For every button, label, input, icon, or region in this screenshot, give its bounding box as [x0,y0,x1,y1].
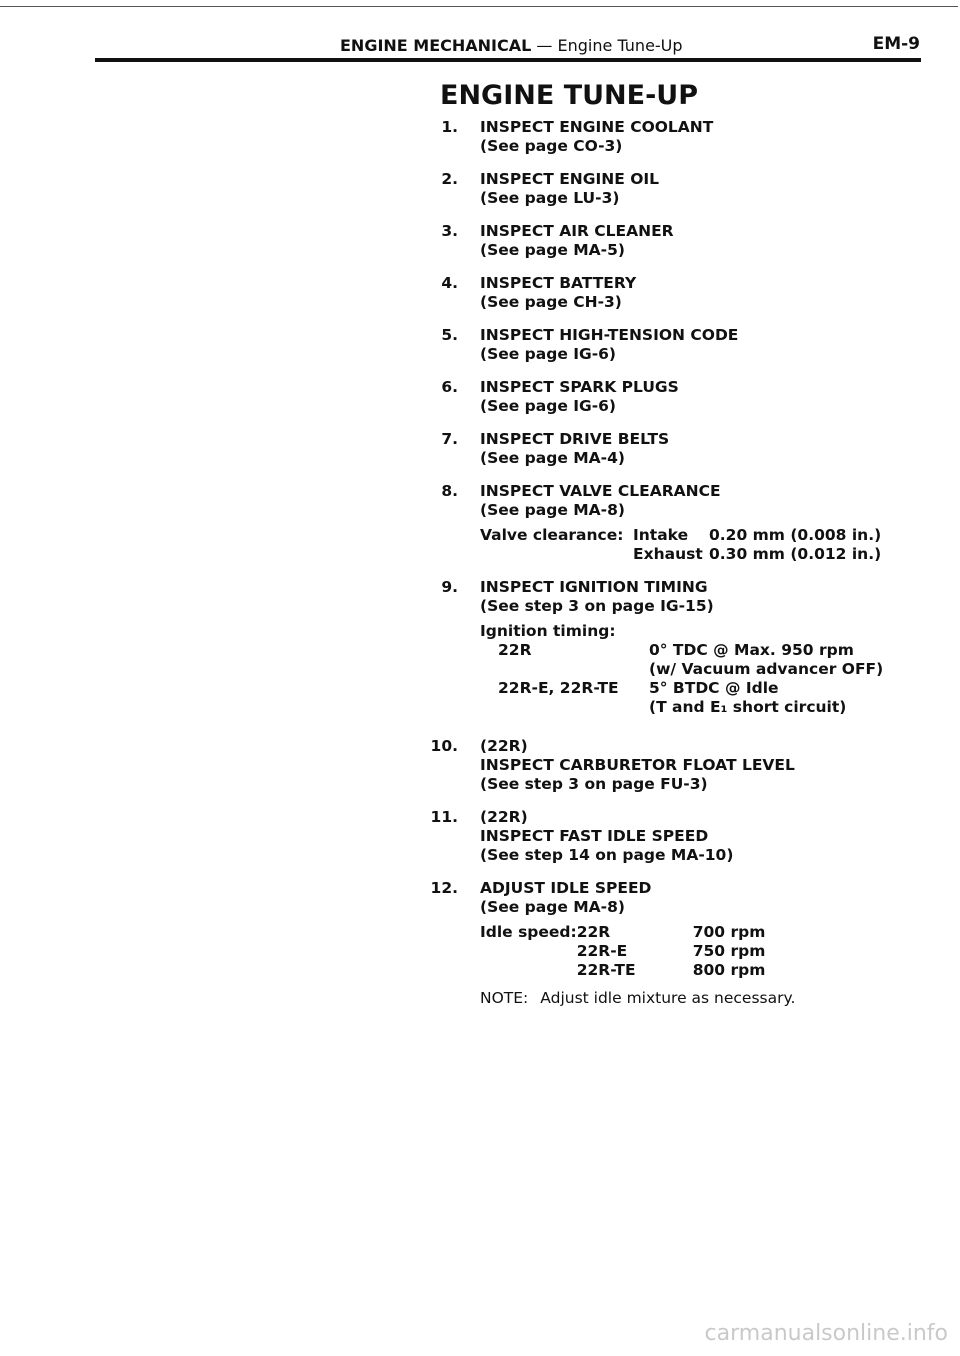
spec-value: 750 rpm [692,942,766,960]
spec-value: 5° BTDC @ Idle [649,679,779,697]
step-number: 2. [441,170,458,188]
step-number: 1. [441,118,458,136]
step-title: INSPECT HIGH-TENSION CODE [480,326,739,344]
step-number: 6. [441,378,458,396]
page-title: ENGINE TUNE-UP [440,80,698,111]
step-10 [410,737,940,794]
note-label: NOTE: [480,989,529,1007]
spec-label: Valve clearance: [480,526,624,544]
step-4 [410,274,940,312]
header-rule [95,58,921,62]
step-title: INSPECT IGNITION TIMING [480,578,708,596]
step-ref: (See page LU-3) [480,189,620,207]
spec-label: Ignition timing: [480,622,616,640]
step-number: 4. [441,274,458,292]
step-6 [410,378,940,416]
step-ref: (See page IG-6) [480,345,617,363]
step-title: INSPECT CARBURETOR FLOAT LEVEL [480,756,795,774]
spec-value: 0.20 mm (0.008 in.) [709,526,882,544]
page-number: EM-9 [872,34,920,54]
header-subsection: Engine Tune-Up [557,36,683,55]
ignition-timing-table [480,641,883,717]
spec-value: 800 rpm [692,961,766,979]
step-number: 7. [441,430,458,448]
spec-note: (w/ Vacuum advancer OFF) [649,660,884,678]
watermark: carmanualsonline.info [704,1321,948,1346]
step-title: INSPECT FAST IDLE SPEED [480,827,709,845]
step-number: 9. [441,578,458,596]
step-11 [410,808,940,865]
step-ref: (See step 3 on page FU-3) [480,775,708,793]
step-number: 3. [441,222,458,240]
step-8 [410,482,940,564]
step-ref: (See page CH-3) [480,293,622,311]
step-5 [410,326,940,364]
top-rule [0,6,958,7]
step-7 [410,430,940,468]
idle-speed-spec [480,923,765,980]
spec-name: 22R [576,923,611,941]
page-header [340,36,683,55]
step-number: 12. [430,879,458,897]
step-9 [410,578,940,717]
spec-name: 22R-TE [576,961,636,979]
spec-name: 22R-E, 22R-TE [498,679,619,697]
spec-note: (T and E₁ short circuit) [649,698,847,716]
spec-name: Intake [633,526,689,544]
step-number: 5. [441,326,458,344]
step-ref: (See page MA-4) [480,449,625,467]
step-prefix: (22R) [480,808,528,826]
step-title: INSPECT BATTERY [480,274,637,292]
spec-label: Idle speed: [480,923,577,941]
spec-value: 700 rpm [692,923,766,941]
step-1 [410,118,940,156]
step-3 [410,222,940,260]
note-text: Adjust idle mixture as necessary. [540,989,796,1007]
step-ref: (See step 14 on page MA-10) [480,846,734,864]
step-prefix: (22R) [480,737,528,755]
step-12 [410,879,940,1008]
step-number: 8. [441,482,458,500]
spec-name: 22R-E [576,942,628,960]
step-title: INSPECT AIR CLEANER [480,222,674,240]
step-number: 10. [430,737,458,755]
step-ref: (See page MA-8) [480,501,625,519]
step-title: INSPECT ENGINE OIL [480,170,660,188]
spec-name: 22R [498,641,532,659]
step-ref: (See step 3 on page IG-15) [480,597,714,615]
step-ref: (See page MA-5) [480,241,625,259]
step-title: ADJUST IDLE SPEED [480,879,652,897]
ignition-timing-spec [480,622,940,717]
step-ref: (See page MA-8) [480,898,625,916]
note [480,989,940,1008]
step-title: INSPECT SPARK PLUGS [480,378,679,396]
header-section: ENGINE MECHANICAL [340,36,532,55]
spec-value: 0° TDC @ Max. 950 rpm [649,641,854,659]
spec-value: 0.30 mm (0.012 in.) [709,545,882,563]
header-separator: — [536,36,553,55]
step-title: INSPECT ENGINE COOLANT [480,118,714,136]
step-ref: (See page IG-6) [480,397,617,415]
step-number: 11. [430,808,458,826]
step-title: INSPECT VALVE CLEARANCE [480,482,721,500]
spec-name: Exhaust [633,545,703,563]
steps-list [410,118,940,1022]
step-ref: (See page CO-3) [480,137,623,155]
step-2 [410,170,940,208]
step-title: INSPECT DRIVE BELTS [480,430,670,448]
valve-clearance-spec [480,526,881,564]
